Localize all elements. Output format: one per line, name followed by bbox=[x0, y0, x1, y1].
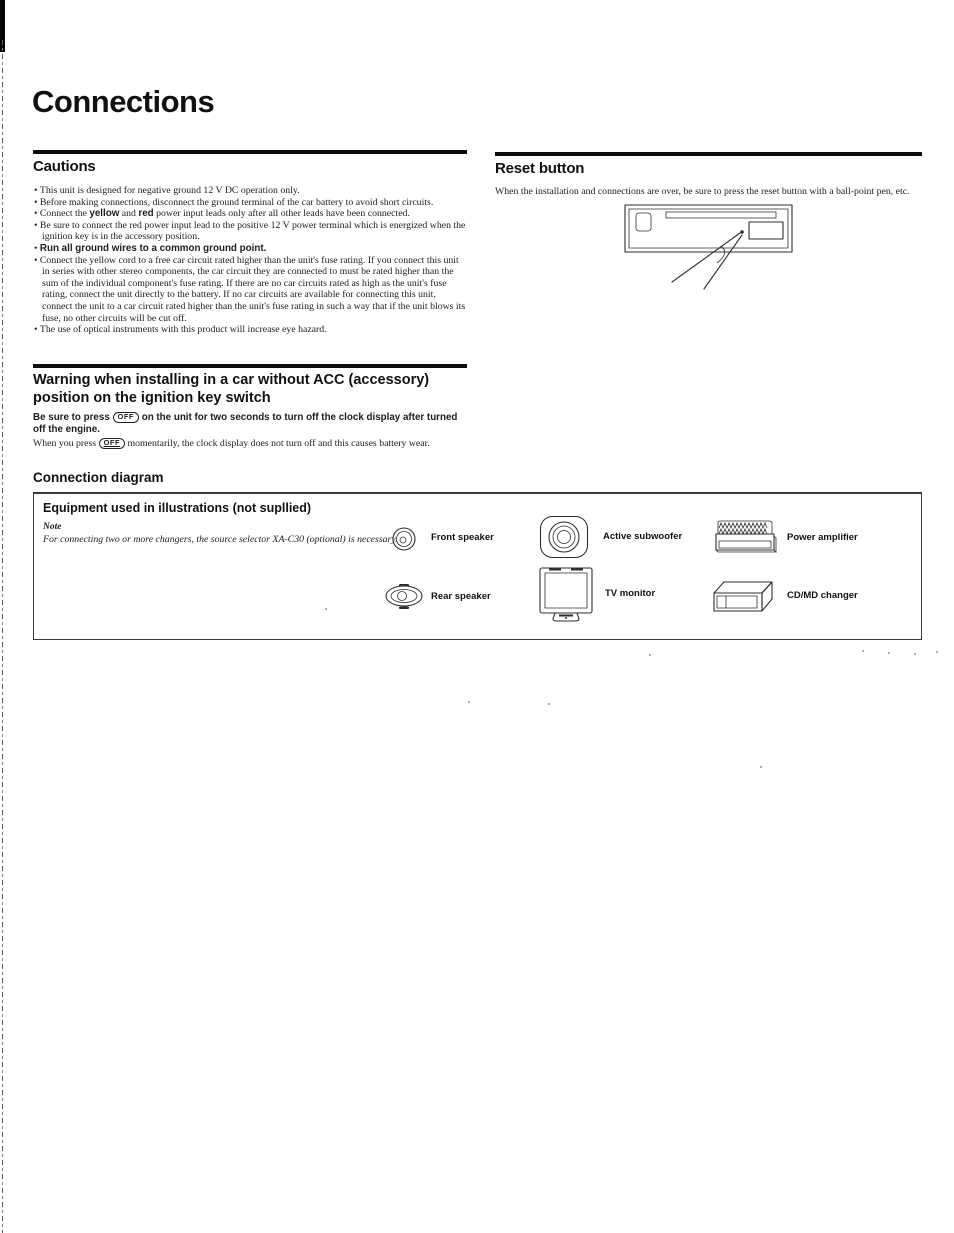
text-run: Be sure to press bbox=[33, 412, 113, 423]
equipment-label: TV monitor bbox=[605, 588, 656, 599]
page-title: Connections bbox=[32, 84, 215, 119]
warning-paragraph-2 bbox=[33, 438, 471, 450]
text-run: When you press bbox=[33, 438, 99, 449]
power-amplifier-icon bbox=[713, 519, 777, 554]
equipment-item-power-amplifier bbox=[713, 519, 858, 554]
text-run: Run all ground wires to a common ground point. bbox=[39, 242, 267, 254]
section-rule bbox=[33, 364, 467, 368]
text-run: yellow bbox=[89, 208, 120, 220]
caution-item bbox=[34, 197, 468, 209]
scan-speck bbox=[649, 654, 651, 656]
text-run: Be sure to connect the red power input lead to the positive 12 V power terminal which is energized when the ignition key is in the accessory position. bbox=[39, 219, 466, 243]
head-unit-faceplate-icon bbox=[622, 202, 800, 290]
scan-speck bbox=[936, 651, 938, 653]
equipment-item-tv-monitor bbox=[537, 566, 656, 624]
section-rule bbox=[495, 152, 922, 156]
rear-speaker-icon bbox=[384, 583, 424, 610]
warning-heading: Warning when installing in a car without ACC (accessory) position on the ignition key switch bbox=[33, 372, 430, 406]
ball-point-pen-icon bbox=[672, 233, 742, 289]
cautions-heading: Cautions bbox=[33, 158, 96, 175]
text-run: momentarily, the clock display does not turn off and this causes battery wear. bbox=[125, 438, 430, 449]
scan-speck bbox=[888, 652, 890, 654]
front-speaker-icon bbox=[391, 526, 417, 552]
equipment-box-title: Equipment used in illustrations (not supllied) bbox=[43, 501, 312, 515]
caution-item bbox=[34, 208, 468, 220]
caution-item bbox=[34, 324, 468, 336]
text-run: on the unit for two seconds to turn off the clock display after turned off the engine. bbox=[33, 412, 458, 435]
scan-speck bbox=[468, 701, 470, 703]
reset-heading: Reset button bbox=[495, 160, 585, 177]
cautions-bullet-list bbox=[34, 185, 468, 336]
text-run: Before making connections, disconnect the ground terminal of the car battery to avoid short circuits. bbox=[39, 196, 434, 208]
scan-speck bbox=[862, 650, 864, 652]
equipment-box bbox=[33, 492, 922, 640]
equipment-item-active-subwoofer bbox=[539, 515, 683, 559]
text-run: red bbox=[138, 208, 154, 220]
off-button-reference: OFF bbox=[99, 438, 126, 449]
caution-item bbox=[34, 220, 468, 243]
active-subwoofer-icon bbox=[539, 515, 589, 559]
section-rule bbox=[33, 150, 467, 154]
cd-md-changer-icon bbox=[711, 578, 777, 615]
reset-button-dot bbox=[740, 230, 744, 234]
text-run: and bbox=[119, 208, 139, 220]
equipment-item-front-speaker bbox=[391, 526, 494, 552]
text-run: Connect the yellow cord to a free car circuit rated higher than the unit's fuse rating. If you connect this unit in series with other stereo components, the car circuit they are connected to must be rated higher than the sum of the individual component's fuse rating. If there are no car circuits rated as high as the unit's fuse rating, connect the unit directly to the battery. If no car circuits are available for connecting this unit, connect the unit to a car circuit rated higher than the unit's fuse rating in such a way that if the unit blows its fuse, no other circuits will be cut off. bbox=[39, 254, 466, 324]
equipment-label: Active subwoofer bbox=[603, 531, 683, 542]
warning-paragraph-1 bbox=[33, 412, 471, 436]
caution-item bbox=[34, 243, 468, 255]
scan-speck bbox=[548, 703, 550, 705]
reset-illustration bbox=[622, 202, 800, 290]
equipment-label: Power amplifier bbox=[787, 532, 858, 543]
equipment-label: CD/MD changer bbox=[787, 590, 858, 601]
off-button-reference: OFF bbox=[113, 412, 140, 423]
equipment-label: Rear speaker bbox=[431, 591, 491, 602]
text-run: This unit is designed for negative ground 12 V DC operation only. bbox=[39, 185, 300, 196]
text-run: Connect the bbox=[39, 208, 90, 220]
scan-speck bbox=[760, 766, 762, 768]
caution-item bbox=[34, 255, 468, 325]
equipment-label: Front speaker bbox=[431, 532, 494, 543]
note-label: Note bbox=[43, 522, 62, 532]
tv-monitor-icon bbox=[537, 566, 595, 624]
scan-edge-scratch bbox=[2, 40, 3, 1233]
equipment-item-cd-md-changer bbox=[711, 578, 858, 615]
reset-body: When the installation and connections are over, be sure to press the reset button with a ball-point pen, etc. bbox=[495, 186, 910, 197]
scan-speck bbox=[914, 653, 916, 655]
caution-item bbox=[34, 185, 468, 197]
note-text: For connecting two or more changers, the source selector XA-C30 (optional) is necessary. bbox=[43, 534, 398, 545]
connection-diagram-heading: Connection diagram bbox=[33, 470, 164, 485]
equipment-item-rear-speaker bbox=[384, 583, 491, 610]
text-run: power input leads only after all other leads have been connected. bbox=[153, 208, 410, 220]
text-run: The use of optical instruments with this product will increase eye hazard. bbox=[39, 324, 327, 336]
